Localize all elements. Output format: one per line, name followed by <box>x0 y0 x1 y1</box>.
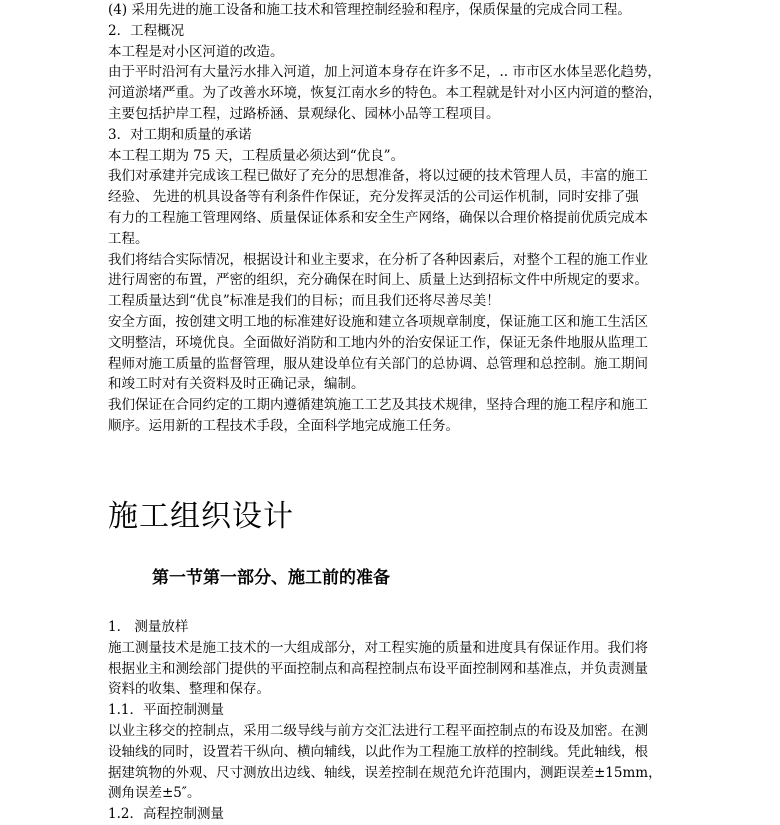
text-line: 本工程是对小区河道的改造。 <box>108 43 284 60</box>
text-line: 本工程工期为 75 天，工程质量必须达到“优良”。 <box>108 147 405 164</box>
text-line: 有力的工程施工管理网络、质量保证体系和安全生产网络，确保以合理价格提前优质完成本 <box>108 209 648 226</box>
text-line: 进行周密的布置，严密的组织，充分确保在时间上、质量上达到招标文件中所规定的要求。 <box>108 272 648 289</box>
body-text-block-top <box>108 0 668 437</box>
text-line: 工程质量达到“优良”标准是我们的目标；而且我们还将尽善尽美！ <box>108 293 500 310</box>
text-line: 由于平时沿河有大量污水排入河道，加上河道本身存在许多不足，.. 市市区水体呈恶化趋势， <box>108 64 661 81</box>
section-heading: 第一节第一部分、施工前的准备 <box>152 568 390 588</box>
text-line: (4) 采用先进的施工设备和施工技术和管理控制经验和程序，保质保量的完成合同工程。 <box>108 2 631 18</box>
text-line: 经验、 先进的机具设备等有利条件作保证，充分发挥灵活的公司运作机制，同时安排了强 <box>108 189 639 206</box>
document-title: 施工组织设计 <box>108 499 294 534</box>
text-line: 根据业主和测绘部门提供的平面控制点和高程控制点布设平面控制网和基准点，并负责测量 <box>108 660 648 677</box>
text-line: 主要包括护岸工程，过路桥涵、景观绿化、园林小品等工程项目。 <box>108 105 500 122</box>
text-line: 工程。 <box>108 230 149 247</box>
text-line: 设轴线的同时，设置若干纵向、横向辅线，以此作为工程施工放样的控制线。凭此轴线，根 <box>108 743 648 760</box>
text-line: 资料的收集、整理和保存。 <box>108 681 270 698</box>
text-line: 和竣工时对有关资料及时正确记录，编制。 <box>108 376 365 393</box>
text-line: 顺序。运用新的工程技术手段，全面科学地完成施工任务。 <box>108 417 459 434</box>
section-heading-project-overview: 2．工程概况 <box>108 22 185 39</box>
text-line: 我们对承建并完成该工程已做好了充分的思想准备，将以过硬的技术管理人员，丰富的施工 <box>108 168 648 185</box>
body-text-block-bottom <box>108 617 668 825</box>
text-line: 以业主移交的控制点，采用二级导线与前方交汇法进行工程平面控制点的布设及加密。在测 <box>108 722 648 739</box>
subsection-heading-survey: 1． 测量放样 <box>108 619 189 635</box>
text-line: 我们保证在合同约定的工期内遵循建筑施工工艺及其技术规律，坚持合理的施工程序和施工 <box>108 397 648 414</box>
text-line: 河道淤堵严重。为了改善水环境，恢复江南水乡的特色。本工程就是针对小区内河道的整治， <box>108 85 662 102</box>
text-line: 我们将结合实际情况，根据设计和业主要求，在分析了各种因素后，对整个工程的施工作业 <box>108 251 648 268</box>
text-line: 安全方面，按创建文明工地的标准建好设施和建立各项规章制度，保证施工区和施工生活区 <box>108 313 648 330</box>
text-line: 文明整洁，环境优良。全面做好消防和工地内外的治安保证工作，保证无条件地服从监理工 <box>108 334 648 351</box>
text-line: 施工测量技术是施工技术的一大组成部分，对工程实施的质量和进度具有保证作用。我们将 <box>108 639 648 656</box>
text-line: 测角误差±5″。 <box>108 785 201 802</box>
section-heading-schedule-quality: 3．对工期和质量的承诺 <box>108 126 252 143</box>
subsection-heading-plane-control: 1.1．平面控制测量 <box>108 702 224 719</box>
subsection-heading-elevation-control: 1.2．高程控制测量 <box>108 806 224 823</box>
text-line: 据建筑物的外观、尺寸测放出边线、轴线，误差控制在规范允许范围内，测距误差±15mm， <box>108 764 662 781</box>
text-line: 程师对施工质量的监督管理，服从建设单位有关部门的总协调、总管理和总控制。施工期间 <box>108 355 648 372</box>
